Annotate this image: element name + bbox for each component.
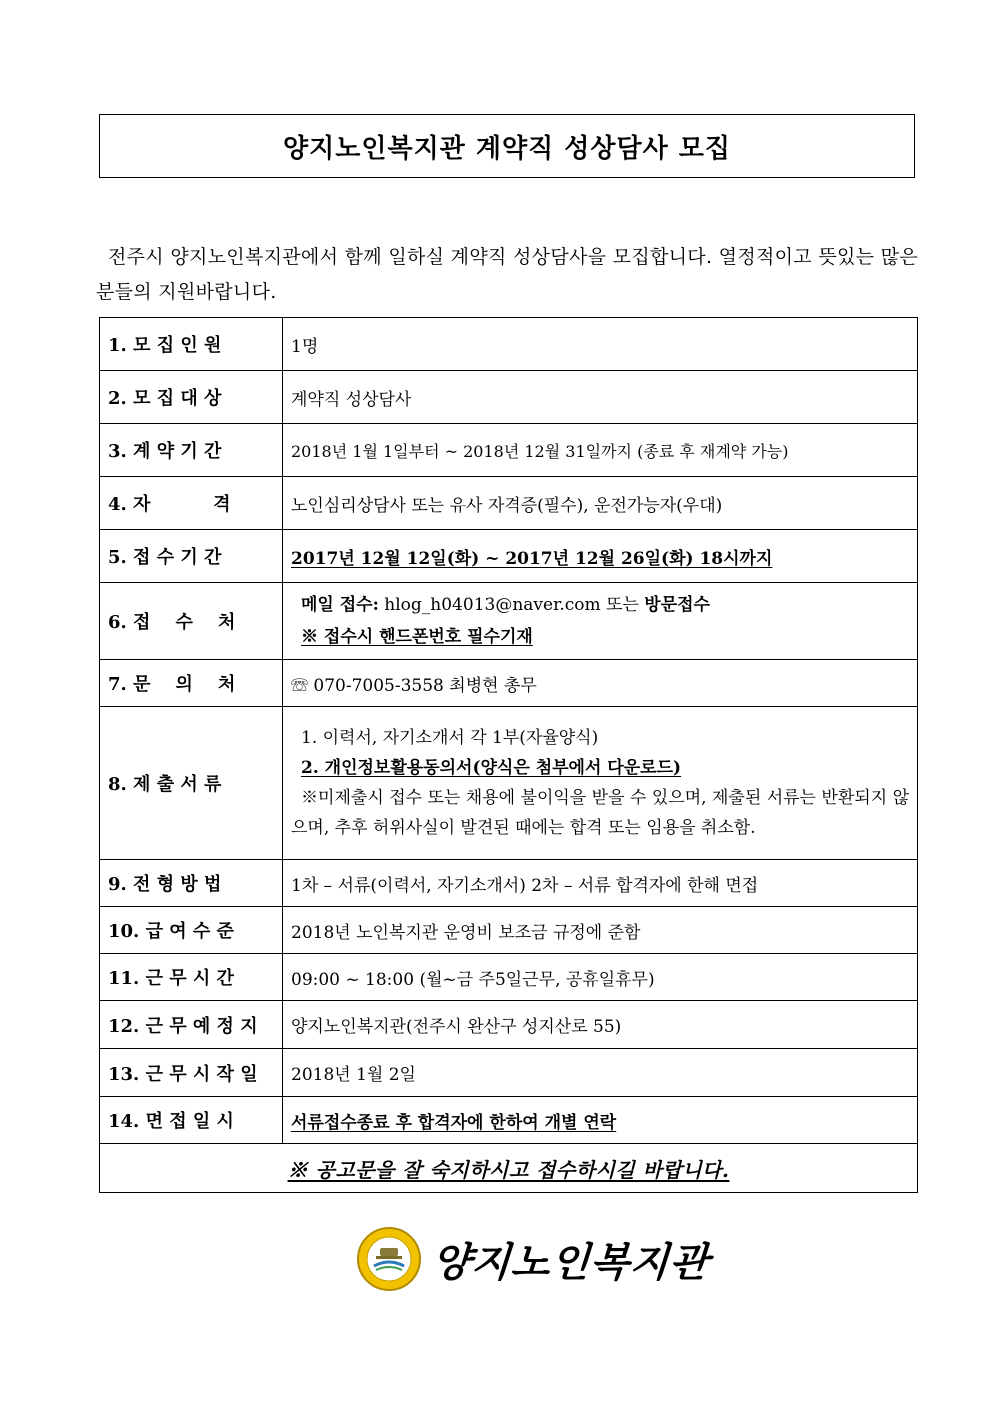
row-label-interview: 14. 면 접 일 시 bbox=[100, 1097, 283, 1144]
table-row bbox=[100, 1049, 918, 1097]
row-value-application-period: 2017년 12월 12일(화) ~ 2017년 12월 26일(화) 18시까지 bbox=[291, 548, 773, 569]
row-label-target: 2. 모 집 대 상 bbox=[100, 371, 283, 424]
row-label-qualification: 4. 자 격 bbox=[100, 477, 283, 530]
row-value-headcount: 1명 bbox=[283, 318, 918, 371]
row-value-qualification: 노인심리상담사 또는 유사 자격증(필수), 운전가능자(우대) bbox=[283, 477, 918, 530]
row-label-start-date: 13. 근 무 시 작 일 bbox=[100, 1049, 283, 1097]
row-label-contract-period: 3. 계 약 기 간 bbox=[100, 424, 283, 477]
row-value-start-date: 2018년 1월 2일 bbox=[283, 1049, 918, 1097]
row-label-work-hours: 11. 근 무 시 간 bbox=[100, 954, 283, 1001]
row-label-contact: 7. 문 의 처 bbox=[100, 660, 283, 707]
row-value-work-hours: 09:00 ~ 18:00 (월~금 주5일근무, 공휴일휴무) bbox=[283, 954, 918, 1001]
organization-logo bbox=[356, 1226, 709, 1292]
row-label-documents: 8. 제 출 서 류 bbox=[100, 707, 283, 860]
table-row bbox=[100, 860, 918, 907]
table-row bbox=[100, 954, 918, 1001]
row-label-application-period: 5. 접 수 기 간 bbox=[100, 530, 283, 583]
intro-paragraph: 전주시 양지노인복지관에서 함께 일하실 계약직 성상담사을 모집합니다. 열정적이고 뜻있는 많은 분들의 지원바랍니다. bbox=[96, 246, 918, 303]
phone-required-note: ※ 접수시 핸드폰번호 필수기재 bbox=[301, 627, 533, 647]
document-item-2: 2. 개인정보활용동의서(양식은 첨부에서 다운로드) bbox=[301, 758, 682, 778]
recruitment-table bbox=[99, 317, 918, 1193]
row-value-salary: 2018년 노인복지관 운영비 보조금 규정에 준함 bbox=[283, 907, 918, 954]
table-row bbox=[100, 707, 918, 860]
page-title: 양지노인복지관 계약직 성상담사 모집 bbox=[99, 114, 915, 178]
email-label: 메일 접수: bbox=[301, 595, 379, 615]
table-row bbox=[100, 371, 918, 424]
document-notice: ※미제출시 접수 또는 채용에 불이익을 받을 수 있으며, 제출된 서류는 반환되지 않으며, 추후 허위사실이 발견된 때에는 합격 또는 임용을 취소함. bbox=[291, 788, 909, 838]
row-label-work-location: 12. 근 무 예 정 지 bbox=[100, 1001, 283, 1049]
row-value-work-location: 양지노인복지관(전주시 완산구 성지산로 55) bbox=[283, 1001, 918, 1049]
row-value-contact: ☏ 070-7005-3558 최병현 총무 bbox=[283, 660, 918, 707]
row-label-selection-method: 9. 전 형 방 법 bbox=[100, 860, 283, 907]
table-row bbox=[100, 1097, 918, 1144]
row-label-headcount: 1. 모 집 인 원 bbox=[100, 318, 283, 371]
table-row bbox=[100, 660, 918, 707]
table-row bbox=[100, 318, 918, 371]
row-value-target: 계약직 성상담사 bbox=[283, 371, 918, 424]
table-row bbox=[100, 424, 918, 477]
row-label-submission-place: 6. 접 수 처 bbox=[100, 583, 283, 660]
row-value-contract-period: 2018년 1월 1일부터 ~ 2018년 12월 31일까지 (종료 후 재계약 가능) bbox=[283, 424, 918, 477]
table-row bbox=[100, 477, 918, 530]
seal-emblem-icon bbox=[356, 1226, 422, 1292]
email-address: hlog_h04013@naver.com 또는 bbox=[378, 595, 645, 615]
footer-note: ※ 공고문을 잘 숙지하시고 접수하시길 바랍니다. bbox=[100, 1144, 918, 1193]
visit-submission: 방문접수 bbox=[644, 595, 710, 615]
logo-wordmark: 양지노인복지관 bbox=[430, 1239, 711, 1286]
row-value-interview: 서류접수종료 후 합격자에 한하여 개별 연락 bbox=[291, 1112, 617, 1133]
table-row bbox=[100, 1144, 918, 1193]
row-label-salary: 10. 급 여 수 준 bbox=[100, 907, 283, 954]
table-row bbox=[100, 1001, 918, 1049]
table-row bbox=[100, 583, 918, 660]
table-row bbox=[100, 907, 918, 954]
row-value-selection-method: 1차 – 서류(이력서, 자기소개서) 2차 – 서류 합격자에 한해 면접 bbox=[283, 860, 918, 907]
document-item-1: 1. 이력서, 자기소개서 각 1부(자율양식) bbox=[301, 728, 599, 748]
table-row bbox=[100, 530, 918, 583]
